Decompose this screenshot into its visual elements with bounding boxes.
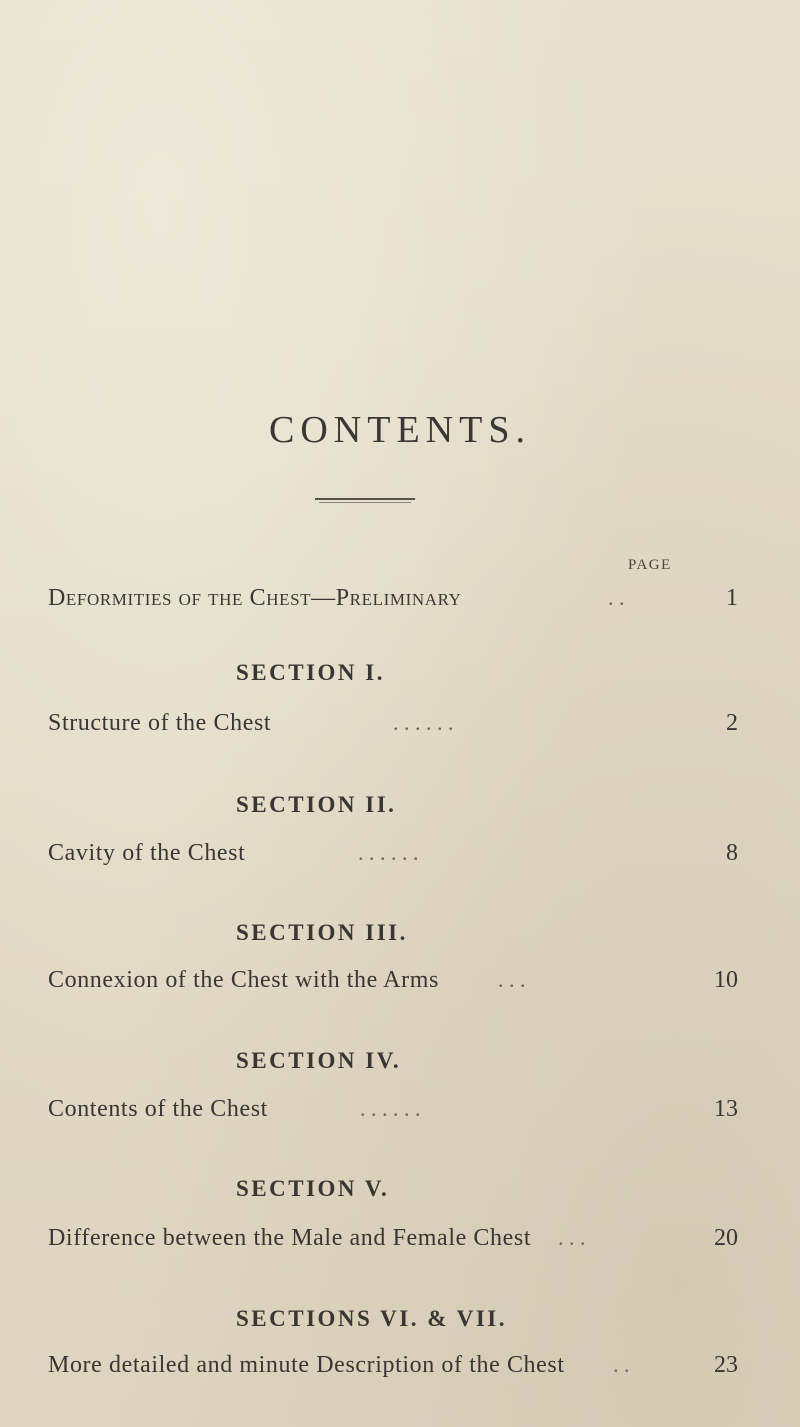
toc-leader-dots: . . . xyxy=(558,1225,586,1250)
toc-entry-text: Deformities of the Chest—Preliminary xyxy=(48,585,462,611)
toc-page-number: 8 xyxy=(726,840,738,866)
toc-entry-text: Difference between the Male and Female Chest xyxy=(48,1225,532,1251)
toc-leader-dots: . . . . . . xyxy=(393,710,454,735)
toc-entry-section-4[interactable] xyxy=(48,1096,738,1126)
section-heading-3: SECTION III. xyxy=(236,920,408,945)
toc-entry-section-3[interactable] xyxy=(48,967,738,997)
toc-page-number: 13 xyxy=(714,1096,738,1122)
toc-page-number: 20 xyxy=(714,1225,738,1251)
page-column-label: PAGE xyxy=(628,557,672,573)
toc-entry-text: Contents of the Chest xyxy=(48,1096,268,1122)
title-rule xyxy=(315,498,415,500)
toc-entry-section-2[interactable] xyxy=(48,840,738,870)
toc-entry-text: Structure of the Chest xyxy=(48,710,272,736)
toc-page-number: 1 xyxy=(726,585,738,611)
toc-leader-dots: . . . xyxy=(498,967,526,992)
section-heading-5: SECTION V. xyxy=(236,1176,390,1201)
toc-leader-dots: . . . . . . xyxy=(360,1096,421,1121)
toc-entry-section-5[interactable] xyxy=(48,1225,738,1255)
toc-entry-preliminary[interactable] xyxy=(48,585,738,615)
toc-page-number: 23 xyxy=(714,1352,738,1378)
toc-leader-dots: . . xyxy=(608,585,625,610)
toc-entry-text: Cavity of the Chest xyxy=(48,840,246,866)
toc-entry-section-6-7[interactable] xyxy=(48,1352,738,1382)
toc-entry-text: Connexion of the Chest with the Arms xyxy=(48,967,439,993)
section-heading-6-7: SECTIONS VI. & VII. xyxy=(236,1306,507,1331)
toc-leader-dots: . . xyxy=(613,1352,630,1377)
page-title: CONTENTS. xyxy=(269,409,531,451)
toc-entry-text: More detailed and minute Description of the Chest xyxy=(48,1352,565,1378)
toc-leader-dots: . . . . . . xyxy=(358,840,419,865)
section-heading-1: SECTION I. xyxy=(236,660,385,685)
section-heading-4: SECTION IV. xyxy=(236,1048,402,1073)
toc-page-number: 2 xyxy=(726,710,738,736)
section-heading-2: SECTION II. xyxy=(236,792,397,817)
toc-entry-section-1[interactable] xyxy=(48,710,738,740)
toc-page-number: 10 xyxy=(714,967,738,993)
